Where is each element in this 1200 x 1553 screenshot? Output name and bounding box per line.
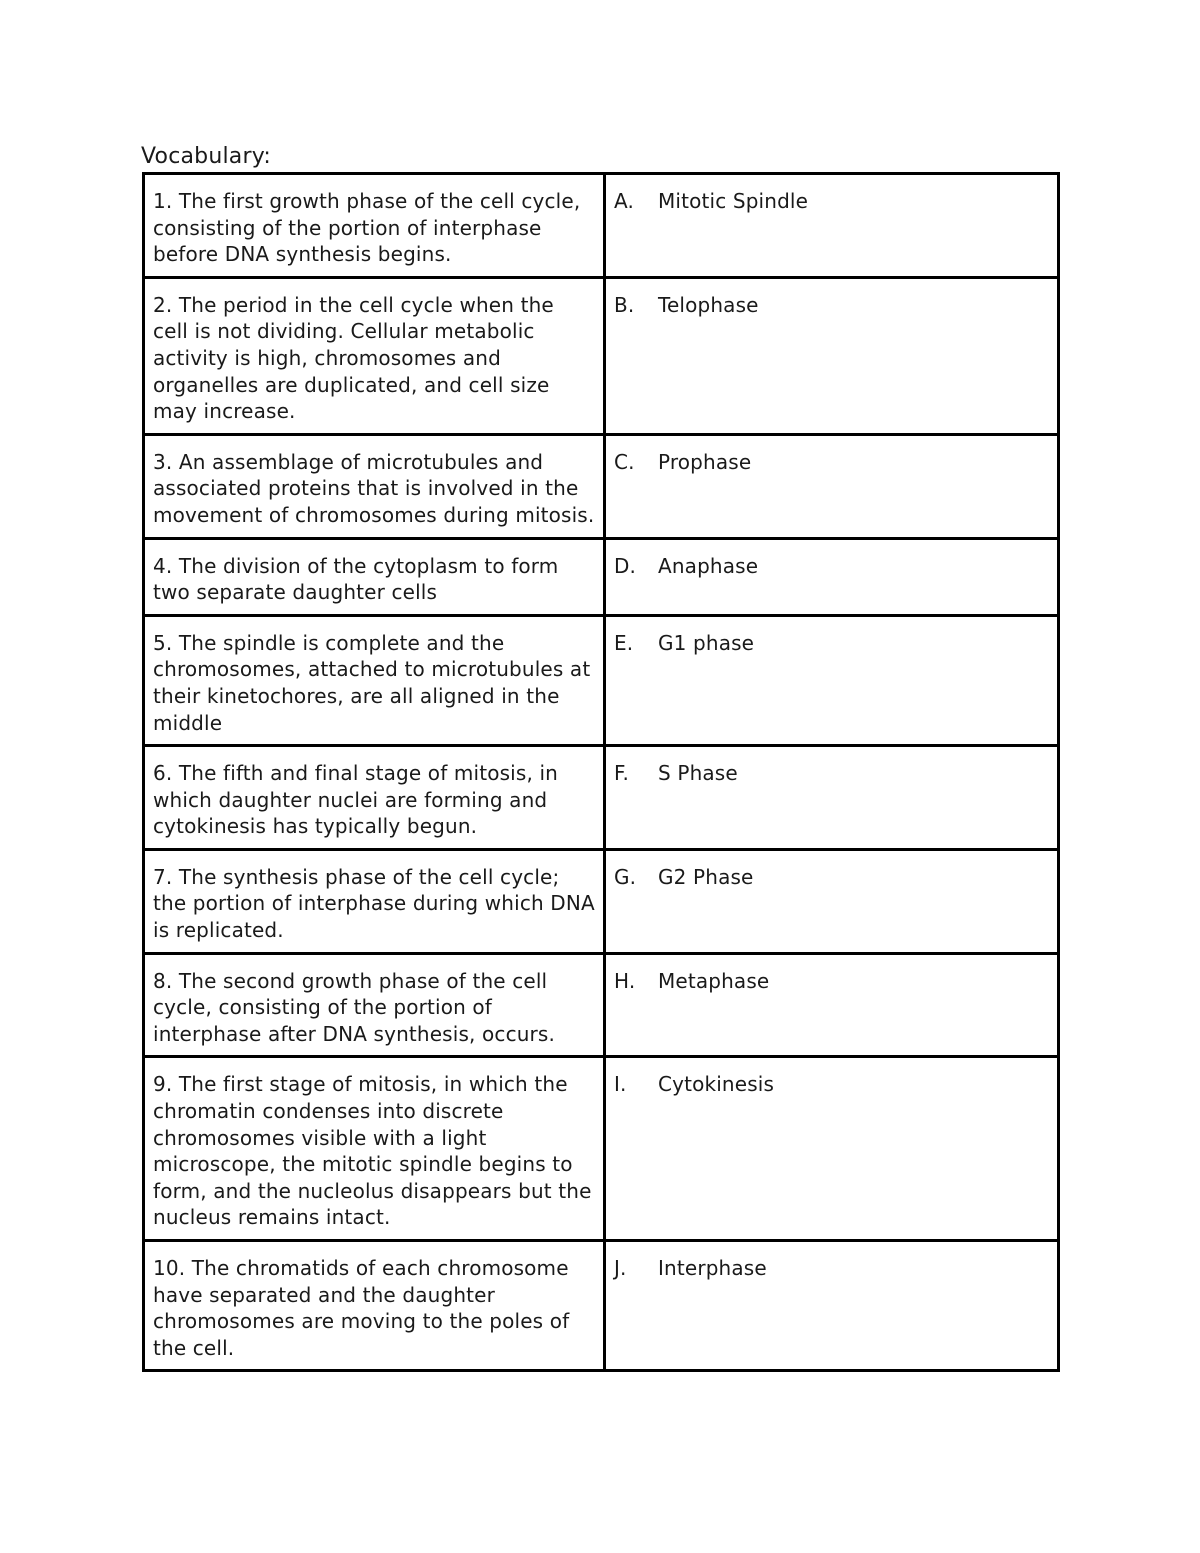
definition-cell: 5. The spindle is complete and the chromosomes, attached to microtubules at their kinetochores, are all aligned in the middle xyxy=(144,615,605,745)
term-cell xyxy=(605,277,1059,434)
definition-cell: 9. The first stage of mitosis, in which the chromatin condenses into discrete chromosomes visible with a light microscope, the mitotic spindle begins to form, and the nucleolus disappears but the nucleus remains intact. xyxy=(144,1057,605,1241)
term-cell xyxy=(605,746,1059,850)
definition-cell: 10. The chromatids of each chromosome have separated and the daughter chromosomes are moving to the poles of the cell. xyxy=(144,1241,605,1371)
term-cell xyxy=(605,434,1059,538)
definition-cell: 6. The fifth and final stage of mitosis, in which daughter nuclei are forming and cytokinesis has typically begun. xyxy=(144,746,605,850)
table-row xyxy=(144,746,1059,850)
term-letter: I. xyxy=(614,1072,627,1097)
term-letter: E. xyxy=(614,630,634,655)
table-row xyxy=(144,174,1059,278)
definition-cell: 1. The first growth phase of the cell cycle, consisting of the portion of interphase before DNA synthesis begins. xyxy=(144,174,605,278)
term-letter: B. xyxy=(614,292,635,317)
term-letter: A. xyxy=(614,189,634,213)
definition-cell: 8. The second growth phase of the cell cycle, consisting of the portion of interphase after DNA synthesis, occurs. xyxy=(144,953,605,1057)
term-cell xyxy=(605,538,1059,615)
term-label: Telophase xyxy=(658,292,759,317)
table-row xyxy=(144,953,1059,1057)
term-label: Interphase xyxy=(658,1256,767,1280)
term-label: G2 Phase xyxy=(658,864,754,889)
table-row xyxy=(144,1057,1059,1241)
definition-cell: 3. An assemblage of microtubules and associated proteins that is involved in the movement of chromosomes during mitosis. xyxy=(144,434,605,538)
table-row xyxy=(144,277,1059,434)
term-label: S Phase xyxy=(658,761,738,786)
term-label: G1 phase xyxy=(658,630,755,655)
term-letter: J. xyxy=(614,1256,627,1280)
term-letter: G. xyxy=(614,864,637,889)
term-label: Metaphase xyxy=(658,968,770,993)
term-cell xyxy=(605,1241,1059,1371)
table-row xyxy=(144,849,1059,953)
table-row xyxy=(144,434,1059,538)
term-letter: D. xyxy=(614,553,637,578)
table-row xyxy=(144,1241,1059,1371)
term-letter: F. xyxy=(614,761,629,786)
term-label: Anaphase xyxy=(658,553,759,578)
definition-cell: 7. The synthesis phase of the cell cycle; the portion of interphase during which DNA is replicated. xyxy=(144,849,605,953)
definition-cell: 2. The period in the cell cycle when the cell is not dividing. Cellular metabolic activity is high, chromosomes and organelles are duplicated, and cell size may increase. xyxy=(144,277,605,434)
term-label: Mitotic Spindle xyxy=(658,189,809,213)
term-cell xyxy=(605,174,1059,278)
page-title: Vocabulary: xyxy=(141,144,271,169)
term-label: Prophase xyxy=(658,449,752,474)
term-label: Cytokinesis xyxy=(658,1072,775,1097)
term-cell xyxy=(605,1057,1059,1241)
term-cell xyxy=(605,615,1059,745)
definition-cell: 4. The division of the cytoplasm to form two separate daughter cells xyxy=(144,538,605,615)
term-cell xyxy=(605,849,1059,953)
table-row xyxy=(144,538,1059,615)
term-letter: H. xyxy=(614,968,636,993)
table-row xyxy=(144,615,1059,745)
term-cell xyxy=(605,953,1059,1057)
term-letter: C. xyxy=(614,449,635,474)
vocabulary-table xyxy=(142,172,1060,1372)
